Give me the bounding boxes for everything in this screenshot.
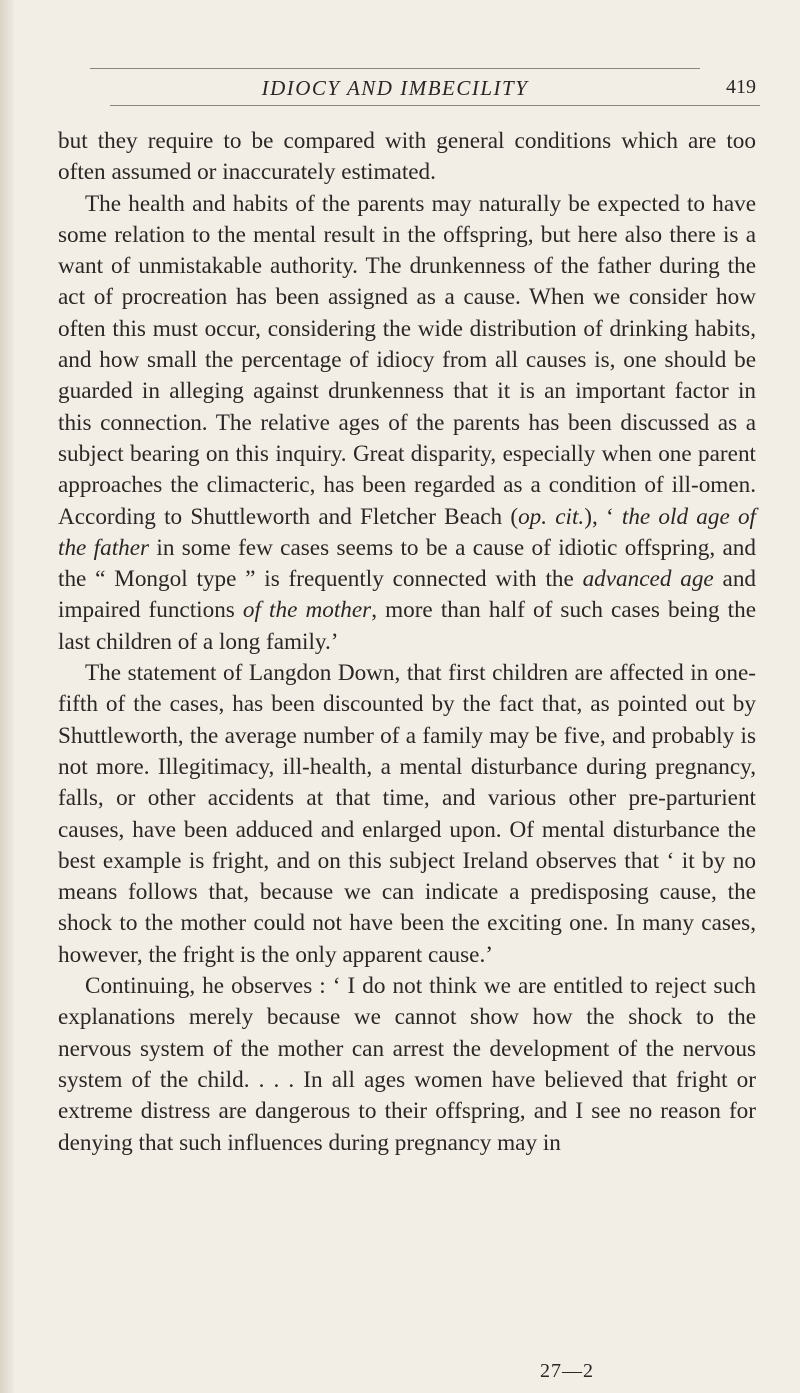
- body-text: [58, 126, 756, 1159]
- text-run: ), ‘: [584, 503, 622, 530]
- text-run: and impaired functions: [58, 566, 757, 624]
- text-run: but they require to be compared with general conditions which are too often assumed or inaccurately estimated.: [58, 128, 756, 186]
- header-rule-bottom: [110, 105, 760, 106]
- text-run: Continuing, he observes : ‘ I do not think we are entitled to reject such explanations merely because we cannot show how the shock to the nervous system of the mother can arrest the development of the nervous system of the child. . . . In all ages women have believed that fright or extreme distress are dangerous to their offspring, and I see no reason for denying that such influences during pregnancy may in: [58, 973, 756, 1156]
- italic-text: advanced age: [582, 566, 714, 593]
- header-rule-top: [90, 68, 700, 69]
- page-number: 419: [726, 76, 756, 98]
- paragraph: [58, 971, 756, 1159]
- text-run: in some few cases seems to be a cause of idiotic offspring, and the “ Mongol type ” is frequently connected with the: [58, 534, 756, 593]
- running-title: IDIOCY AND IMBECILITY: [261, 76, 529, 100]
- italic-text: of the mother: [242, 597, 372, 624]
- text-run: The health and habits of the parents may naturally be expected to have some relation to the mental result in the offspring, but here also there is a want of unmistakable authority. The drunkenness of the father during the act of procreation has been assigned as a cause. When we consider how often this must occur, considering the wide distribution of drinking habits, and how small the percentage of idiocy from all causes is, one should be guarded in alleging against drunkenness that it is an important factor in this connection. The relative ages of the parents has been discussed as a subject bearing on this inquiry. Great disparity, especially when one parent approaches the climacteric, has been regarded as a condition of ill-omen. According to Shuttleworth and Fletcher Beach (: [58, 190, 756, 530]
- text-run: , more than half of such cases being the last children of a long family.’: [58, 597, 756, 655]
- paragraph: [58, 658, 756, 971]
- text-run: The statement of Langdon Down, that first children are affected in one-fifth of the cases, has been discounted by the fact that, as pointed out by Shuttleworth, the average number of a family may be five, and probably is not more. Illegitimacy, ill-health, a mental disturbance during pregnancy, falls, or other accidents at that time, and various other pre-parturient causes, have been adduced and enlarged upon. Of mental disturbance the best example is fright, and on this subject Ireland observes that ‘ it by no means follows that, because we can indicate a predisposing cause, the shock to the mother could not have been the exciting one. In many cases, however, the fright is the only apparent cause.’: [58, 660, 756, 968]
- paragraph: [58, 126, 756, 189]
- paragraph: [58, 189, 756, 658]
- signature-mark: 27—2: [540, 1360, 594, 1382]
- page-edge-shadow: [0, 0, 14, 1393]
- italic-text: op. cit.: [518, 503, 585, 530]
- italic-text: the old age of the father: [58, 503, 756, 561]
- page-header: [30, 58, 760, 108]
